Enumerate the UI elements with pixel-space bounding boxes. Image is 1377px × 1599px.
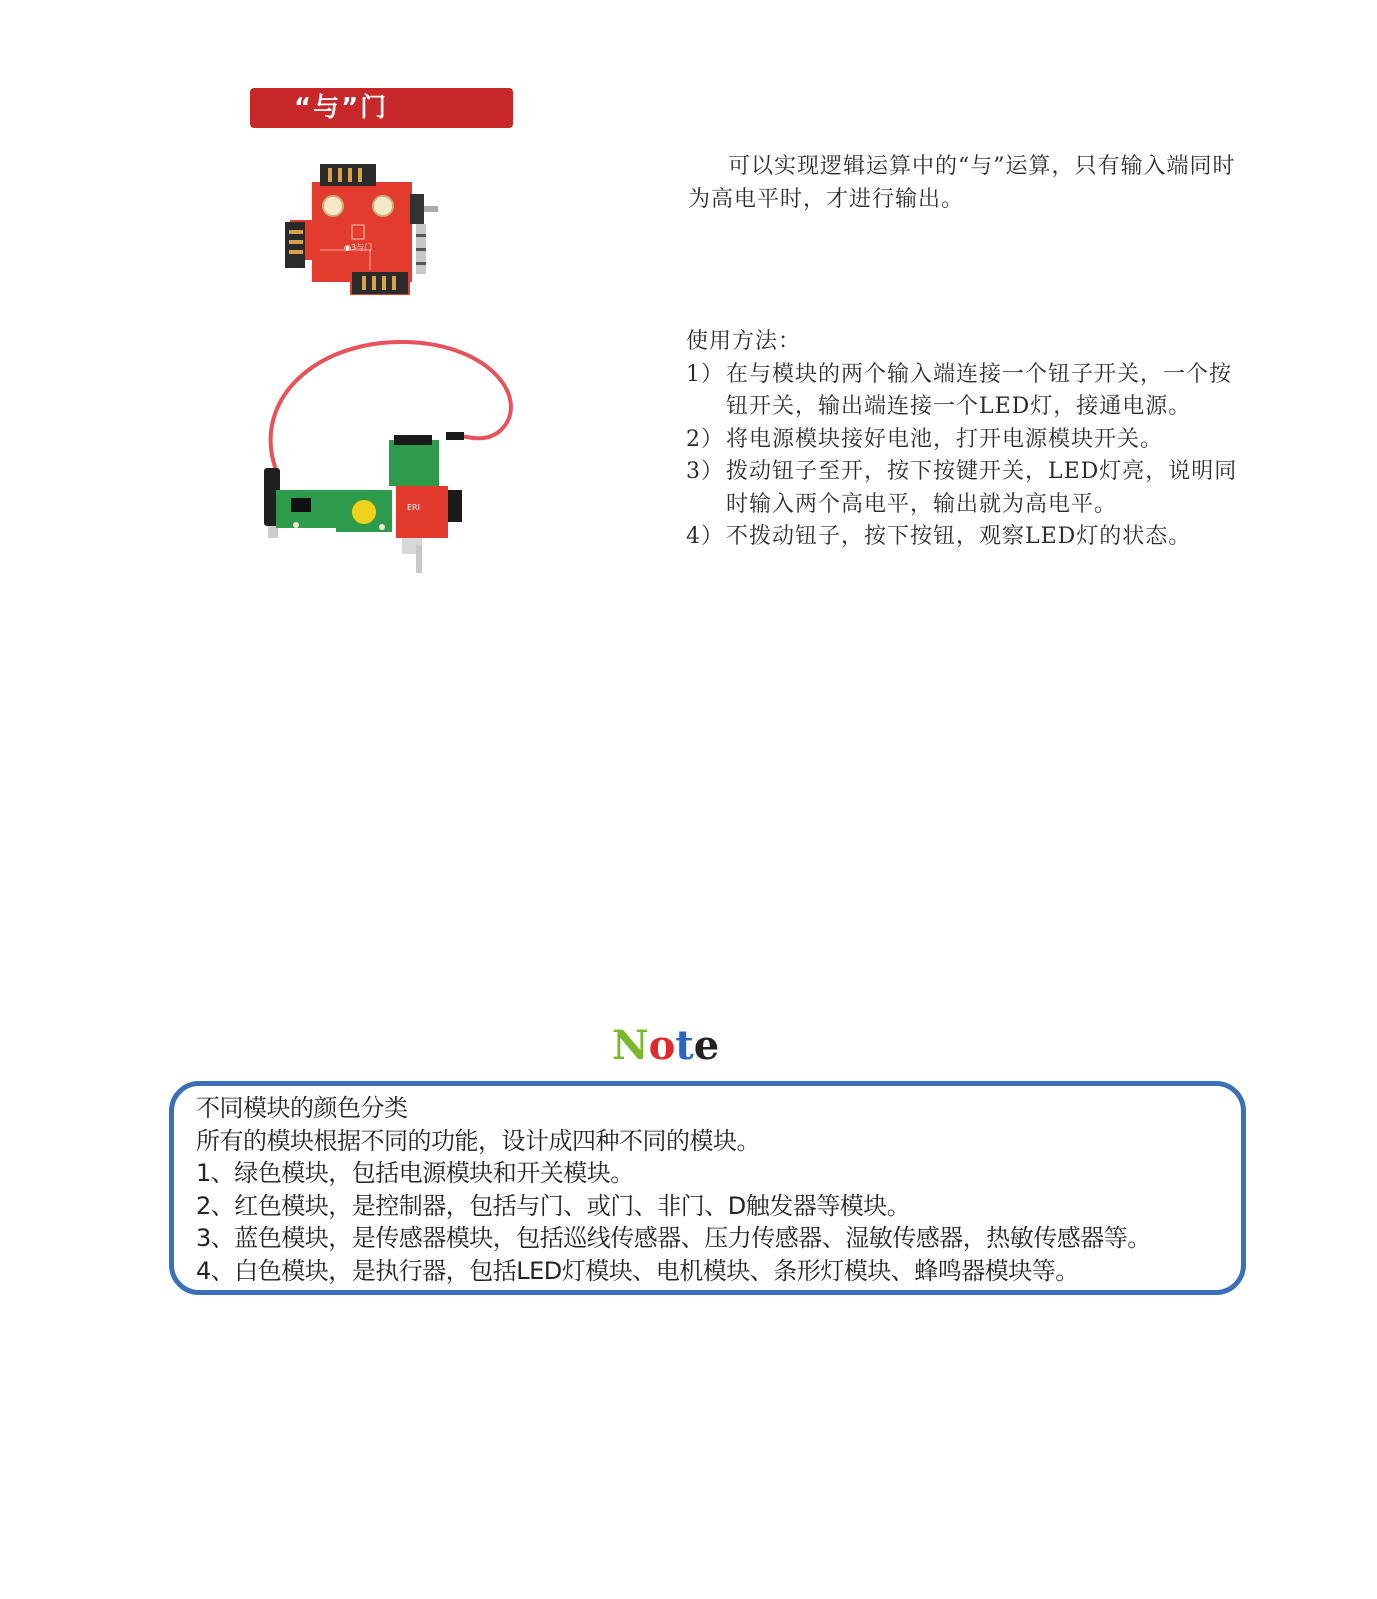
step-text: 将电源模块接好电池，打开电源模块开关。 [726,426,1164,452]
note-line: 所有的模块根据不同的功能，设计成四种不同的模块。 [196,1126,760,1155]
step-text: 拨动钮子至开，按下按键开关，LED灯亮，说明同时输入两个高电平，输出就为高电平。 [726,459,1238,517]
usage-step [686,424,1246,457]
step-text: 在与模块的两个输入端连接一个钮子开关，一个按钮开关，输出端连接一个LED灯，接通电源。 [726,361,1233,419]
note-line: 1、绿色模块，包括电源模块和开关模块。 [196,1159,634,1187]
note-box [169,1081,1246,1295]
and-gate-module-photo [280,160,460,310]
usage-step [686,359,1246,424]
usage-step [686,456,1246,521]
step-text: 不拨动钮子，按下按钮，观察LED灯的状态。 [726,524,1192,549]
circuit-silkscreen-label: ERI [407,503,420,512]
note-logo [612,1022,772,1070]
section-title-banner [250,88,513,128]
step-number: 3） [686,459,724,484]
step-number: 4） [686,524,724,549]
section-title: “与”门 [294,93,389,123]
usage-instructions [686,326,1246,554]
note-line: 不同模块的颜色分类 [196,1094,408,1122]
step-number: 2） [686,426,724,452]
module-description: 可以实现逻辑运算中的“与”运算，只有输入端同时为高电平时，才进行输出。 [688,154,1236,212]
note-logo-o: o [648,1022,676,1069]
note-logo-e: e [693,1022,720,1069]
note-line: 4、白色模块，是执行器，包括LED灯模块、电机模块、条形灯模块、蜂鸣器模块等。 [196,1256,1079,1285]
step-number: 1） [686,361,724,387]
usage-heading: 使用方法： [686,329,802,354]
note-line: 3、蓝色模块，是传感器模块，包括巡线传感器、压力传感器、湿敏传感器，热敏传感器等。 [196,1224,1151,1252]
note-line: 2、红色模块，是控制器，包括与门、或门、非门、D触发器等模块。 [196,1191,911,1220]
usage-step [686,521,1246,554]
and-gate-circuit-photo [256,340,526,575]
note-logo-t: t [675,1022,694,1069]
module-silkscreen-label: ◉3与门 [344,243,373,252]
note-logo-n: N [612,1022,649,1069]
